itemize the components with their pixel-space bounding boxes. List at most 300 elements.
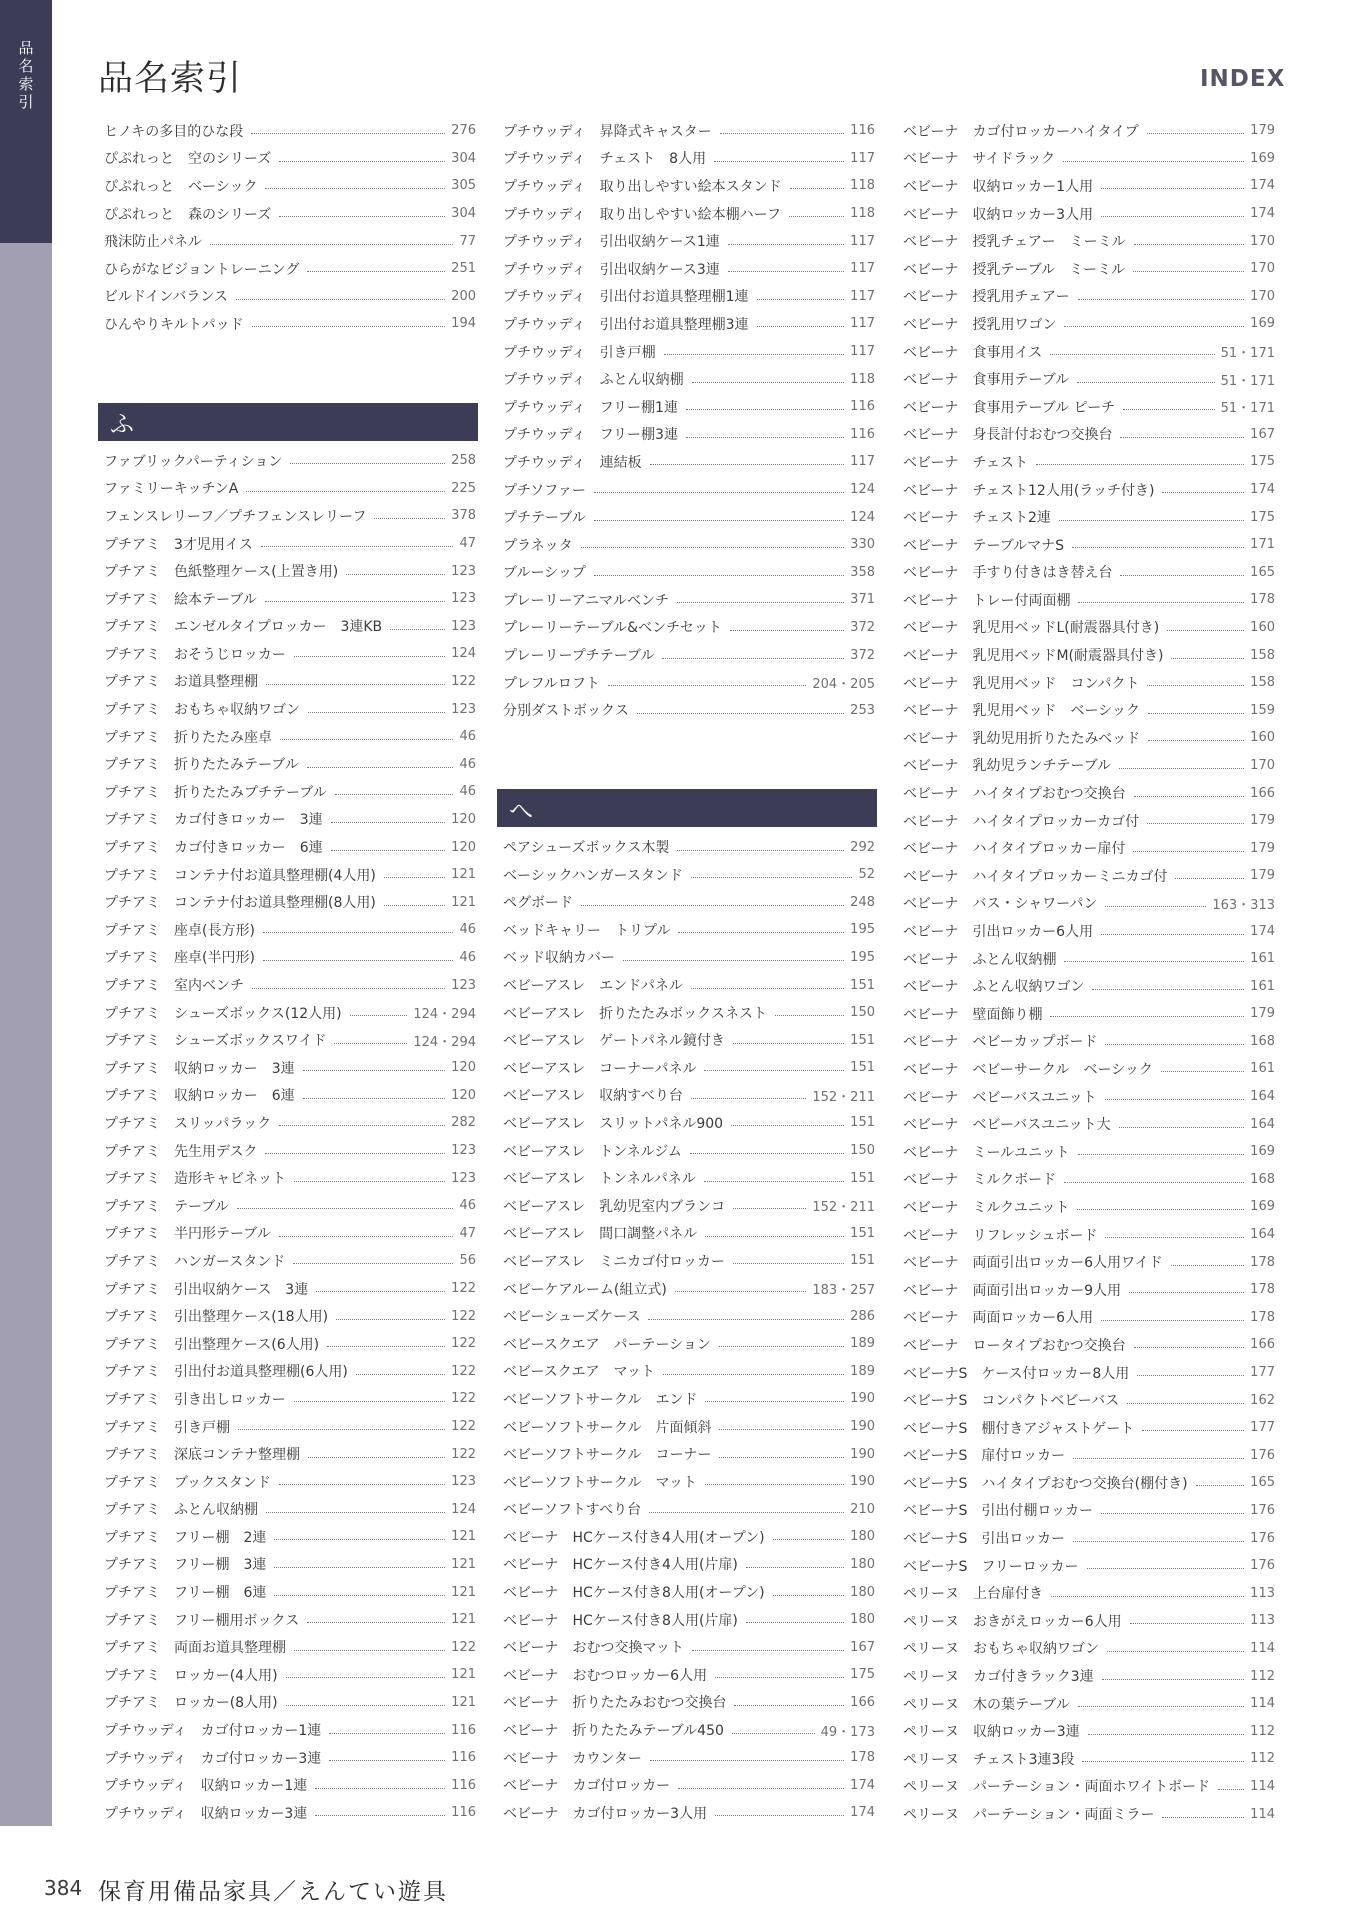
entry-page-number: 158 [1250,647,1275,663]
entry-name: プチウッディ 収納ロッカー3連 [104,1805,308,1822]
index-entry [497,448,877,476]
entry-page-number: 180 [850,1529,875,1545]
dot-leader [1087,1568,1245,1569]
index-entry [98,1633,478,1661]
dot-leader [263,932,454,933]
entry-page-number: 117 [850,150,875,166]
entry-page-number: 77 [459,233,476,249]
entry-name: ベビーナ HCケース付き4人用(オープン) [503,1529,765,1546]
dot-leader [1134,244,1245,245]
entry-page-number: 165 [1250,1475,1275,1491]
dot-leader [266,684,445,685]
dot-leader [678,1788,844,1789]
dot-leader [1077,1209,1244,1210]
index-entry [897,1414,1277,1442]
index-entry [497,1413,877,1441]
entry-name: プチアミ フリー棚 6連 [104,1585,267,1602]
entry-page-number: 122 [451,673,476,689]
index-entry [497,916,877,944]
entry-name: ベビーソフトすべり台 [503,1502,642,1519]
entry-page-number: 151 [850,1060,875,1076]
index-entry [897,1579,1277,1607]
dot-leader [1078,1154,1245,1155]
dot-leader [728,271,844,272]
index-entry [497,476,877,504]
index-entry [897,1138,1277,1166]
index-entry [98,1358,478,1386]
dot-leader [1147,133,1244,134]
index-entry [897,1524,1277,1552]
dot-leader [1129,1292,1244,1293]
index-entry [497,1496,877,1524]
entry-page-number: 163・313 [1212,897,1275,913]
entry-page-number: 180 [850,1584,875,1600]
entry-page-number: 120 [451,1087,476,1103]
dot-leader [1072,547,1244,548]
entry-name: ベビーナ チェスト12人用(ラッチ付き) [903,482,1155,499]
entry-page-number: 174 [1250,482,1275,498]
entry-page-number: 179 [1250,868,1275,884]
entry-page-number: 151 [850,1170,875,1186]
kana-section-header: へ [497,789,877,827]
entry-name: プレーリーアニマルベンチ [503,592,670,609]
entry-name: プチアミ カゴ付きロッカー 3連 [104,812,323,829]
dot-leader [1130,1623,1245,1624]
entry-page-number: 174 [1250,206,1275,222]
dot-leader [1102,1679,1245,1680]
entry-page-number: 372 [850,619,875,635]
dot-leader [1148,713,1244,714]
entry-page-number: 121 [451,867,476,883]
entry-page-number: 46 [459,1198,476,1214]
entry-name: ベビーナ バス・シャワーパン [903,896,1098,913]
dot-leader [1059,520,1244,521]
dot-leader [346,574,445,575]
entry-name: ベビーナ 授乳テーブル ミーミル [903,261,1126,278]
dot-leader [261,546,454,547]
dot-leader [637,713,844,714]
index-entry [497,227,877,255]
index-entry [98,833,478,861]
dot-leader [1064,961,1244,962]
entry-name: ベビーナ 引出ロッカー6人用 [903,924,1094,941]
index-entry [897,614,1277,642]
dot-leader [715,1677,844,1678]
dot-leader [265,601,445,602]
dot-leader [286,1677,446,1678]
index-entry [98,1109,478,1137]
entry-page-number: 124 [451,646,476,662]
entry-name: ベビーナ 身長計付おむつ交換台 [903,427,1113,444]
index-entry [98,1578,478,1606]
entry-name: 分別ダストボックス [503,703,629,720]
entry-name: ベビーナ ミルクボード [903,1172,1057,1189]
index-entry [897,1166,1277,1194]
index-entry [497,1799,877,1827]
entry-name: プチアミ ロッカー(8人用) [104,1695,278,1712]
entry-page-number: 276 [451,123,476,139]
entry-name: ベビーソフトサークル マット [503,1474,697,1491]
entry-name: ペリーヌ おきがえロッカー6人用 [903,1613,1122,1630]
entry-page-number: 371 [850,592,875,608]
entry-page-number: 160 [1250,730,1275,746]
index-column-3 [897,117,1277,1828]
index-entry [897,1304,1277,1332]
dot-leader [1101,216,1244,217]
entry-name: ベビーアスレ 間口調整パネル [503,1226,698,1243]
index-entry [497,1220,877,1248]
entry-name: プチウッディ 引出収納ケース1連 [503,234,720,251]
entry-page-number: 124・294 [413,1034,476,1050]
entry-page-number: 174 [850,1777,875,1793]
entry-name: プチアミ 座卓(半円形) [104,950,255,967]
entry-name: プチウッディ カゴ付ロッカー1連 [104,1723,322,1740]
dot-leader [1196,1485,1245,1486]
index-entry [897,1773,1277,1801]
dot-leader [663,1374,844,1375]
entry-name: プレーリーテーブル&ベンチセット [503,620,722,637]
index-entry [497,393,877,421]
entry-page-number: 46 [459,922,476,938]
dot-leader [1123,409,1215,410]
index-entry [98,999,478,1027]
dot-leader [307,1622,445,1623]
entry-page-number: 167 [850,1639,875,1655]
index-entry [897,393,1277,421]
entry-name: ベビーアスレ トンネルジム [503,1143,682,1160]
index-entry [98,668,478,696]
entry-page-number: 176 [1250,1558,1275,1574]
entry-name: ベビーナ トレー付両面棚 [903,592,1071,609]
entry-name: ベビーナ ロータイプおむつ交換台 [903,1337,1126,1354]
entry-page-number: 112 [1250,1668,1275,1684]
index-entry [897,1276,1277,1304]
entry-page-number: 122 [451,1446,476,1462]
entry-page-number: 169 [1250,1199,1275,1215]
entry-name: ベビースクエア マット [503,1364,655,1381]
index-entry [497,1358,877,1386]
entry-name: プチアミ 半円形テーブル [104,1226,271,1243]
index-entry [497,1716,877,1744]
index-entry [98,640,478,668]
entry-page-number: 304 [451,206,476,222]
dot-leader [307,767,454,768]
entry-name: ベビーナ 収納ロッカー1人用 [903,178,1094,195]
entry-name: プチアミ フリー棚 3連 [104,1557,267,1574]
entry-page-number: 170 [1250,757,1275,773]
index-entry [897,310,1277,338]
dot-leader [384,877,445,878]
entry-name: プチアミ フリー棚 2連 [104,1529,267,1546]
index-entry [897,669,1277,697]
entry-name: プチアミ ロッカー(4人用) [104,1667,278,1684]
index-entry [497,1082,877,1110]
entry-page-number: 122 [451,1639,476,1655]
index-entry [497,1137,877,1165]
index-entry [897,779,1277,807]
entry-page-number: 151 [850,1225,875,1241]
entry-page-number: 122 [451,1391,476,1407]
entry-page-number: 164 [1250,1089,1275,1105]
entry-page-number: 180 [850,1556,875,1572]
entry-page-number: 190 [850,1419,875,1435]
entry-name: 飛沫防止パネル [104,234,202,251]
dot-leader [1063,161,1244,162]
entry-page-number: 123 [451,1170,476,1186]
entry-name: ベビーソフトサークル 片面傾斜 [503,1419,712,1436]
index-entry [98,475,478,503]
dot-leader [374,518,445,519]
index-entry [897,1745,1277,1773]
dot-leader [733,1043,844,1044]
entry-page-number: 190 [850,1391,875,1407]
entry-page-number: 116 [850,426,875,442]
dot-leader [715,1815,844,1816]
entry-name: プチアミ 引き戸棚 [104,1419,230,1436]
index-entry [497,172,877,200]
index-entry [497,641,877,669]
page-title: 品名索引 [98,59,243,99]
index-entry [897,117,1277,145]
entry-name: ベビーナ ハイタイプおむつ交換台 [903,786,1126,803]
entry-name: プチウッディ チェスト 8人用 [503,151,707,168]
entry-page-number: 168 [1250,1033,1275,1049]
index-entry [897,641,1277,669]
index-entry [897,1717,1277,1745]
entry-page-number: 170 [1250,261,1275,277]
dot-leader [733,1263,844,1264]
entry-page-number: 176 [1250,1530,1275,1546]
index-entry [897,890,1277,918]
index-entry [897,283,1277,311]
entry-page-number: 124 [451,1501,476,1517]
dot-leader [294,1650,445,1651]
entry-name: ベビーナ カゴ付ロッカー3人用 [503,1805,708,1822]
index-entry [497,1026,877,1054]
entry-name: プチウッディ フリー棚1連 [503,399,678,416]
dot-leader [746,1622,844,1623]
entry-page-number: 178 [1250,1309,1275,1325]
entry-page-number: 204・205 [812,677,875,693]
entry-page-number: 116 [451,1750,476,1766]
dot-leader [623,960,844,961]
dot-leader [1077,382,1214,383]
entry-page-number: 116 [850,399,875,415]
dot-leader [303,1070,446,1071]
index-entry [98,172,478,200]
dot-leader [790,188,845,189]
dot-leader [263,960,454,961]
entry-name: ベビーナ カゴ付ロッカー [503,1778,671,1795]
dot-leader [1171,658,1244,659]
entry-name: プチアミ 深底コンテナ整理棚 [104,1447,300,1464]
entry-page-number: 161 [1250,1061,1275,1077]
index-entry [497,1385,877,1413]
entry-name: プレフルロフト [503,675,600,692]
entry-page-number: 124・294 [413,1007,476,1023]
entry-page-number: 113 [1250,1585,1275,1601]
dot-leader [316,1291,445,1292]
dot-leader [1120,437,1244,438]
entry-name: プチアミ 折りたたみ座卓 [104,729,272,746]
entry-page-number: 123 [451,618,476,634]
entry-name: プチアミ 引出整理ケース(6人用) [104,1336,320,1353]
entry-page-number: 195 [850,949,875,965]
entry-name: ベビーナS フリーロッカー [903,1558,1079,1575]
dot-leader [581,547,845,548]
index-entry [497,1164,877,1192]
entry-name: プチアミ 両面お道具整理棚 [104,1640,286,1657]
index-entry [98,1716,478,1744]
dot-leader [335,794,454,795]
dot-leader [315,1788,445,1789]
entry-name: プチウッディ 引出付お道具整理棚1連 [503,289,749,306]
index-entry [497,1661,877,1689]
entry-name: ベッド収納カバー [503,950,615,967]
entry-page-number: 114 [1250,1806,1275,1822]
index-entry [897,1055,1277,1083]
entry-name: プチアミ カゴ付きロッカー 6連 [104,840,323,857]
entry-name: プチテーブル [503,510,586,527]
entry-name: ペリーヌ 上台扉付き [903,1586,1043,1603]
entry-name: ベビーナ HCケース付き8人用(片扉) [503,1612,738,1629]
index-entry [897,503,1277,531]
entry-page-number: 169 [1250,316,1275,332]
entry-name: プチアミ スリッパラック [104,1115,272,1132]
entry-name: ぴぷれっと 空のシリーズ [104,151,272,168]
index-entry [497,1192,877,1220]
dot-leader [649,1512,844,1513]
entry-name: ベビーナ 乳児用ベッド コンパクト [903,675,1140,692]
entry-page-number: 166 [1250,785,1275,801]
index-entry [98,861,478,889]
entry-name: プチアミ 先生用デスク [104,1143,258,1160]
entry-name: プチアミ 引出整理ケース(18人用) [104,1309,329,1326]
index-entry [98,502,478,530]
entry-name: ベビーナ ベビーサークル ベーシック [903,1061,1153,1078]
entry-page-number: 210 [850,1501,875,1517]
entry-name: ベビーアスレ ゲートパネル鏡付き [503,1033,725,1050]
dot-leader [329,1760,445,1761]
dot-leader [677,602,844,603]
entry-page-number: 123 [451,1143,476,1159]
index-entry [897,1359,1277,1387]
dot-leader [1119,768,1244,769]
entry-name: ベビーナ ハイタイプロッカーカゴ付 [903,813,1140,830]
footer-page-number: 384 [44,1876,83,1900]
dot-leader [1162,1817,1244,1818]
dot-leader [1078,602,1244,603]
entry-page-number: 162 [1250,1392,1275,1408]
dot-leader [252,988,445,989]
entry-page-number: 46 [459,784,476,800]
entry-page-number: 178 [1250,1282,1275,1298]
dot-leader [265,1153,445,1154]
entry-page-number: 358 [850,564,875,580]
dot-leader [1133,851,1244,852]
index-entry [98,1137,478,1165]
index-entry [98,530,478,558]
entry-page-number: 158 [1250,675,1275,691]
dot-leader [280,739,453,740]
index-entry [897,559,1277,587]
dot-leader [650,464,845,465]
entry-page-number: 122 [451,1419,476,1435]
entry-page-number: 123 [451,1474,476,1490]
dot-leader [714,161,844,162]
entry-page-number: 120 [451,839,476,855]
dot-leader [1134,1347,1244,1348]
dot-leader [705,1401,844,1402]
entry-name: ベビーナ 乳児用ベッドL(耐震器具付き) [903,620,1160,637]
entry-name: ベッドキャリー トリプル [503,922,671,939]
entry-page-number: 116 [451,1805,476,1821]
side-tab [0,0,52,243]
entry-page-number: 282 [451,1115,476,1131]
dot-leader [773,1595,845,1596]
entry-name: ベビーナ 両面引出ロッカー6人用ワイド [903,1255,1163,1272]
entry-page-number: 175 [1250,509,1275,525]
dot-leader [293,1263,453,1264]
entry-page-number: 151 [850,1253,875,1269]
dot-leader [1064,326,1244,327]
dot-leader [279,1236,454,1237]
index-entry [98,750,478,778]
entry-name: ベビーナ 両面ロッカー6人用 [903,1310,1094,1327]
entry-name: プチアミ 収納ロッカー 3連 [104,1060,295,1077]
index-entry [98,1054,478,1082]
index-entry [897,1248,1277,1276]
dot-leader [336,1319,445,1320]
index-entry [497,999,877,1027]
index-entry [98,557,478,585]
entry-name: ベビーナ ベビーバスユニット大 [903,1117,1111,1134]
index-entry [98,971,478,999]
index-entry [497,145,877,173]
dot-leader [329,1733,445,1734]
index-entry [98,200,478,228]
index-entry [98,1413,478,1441]
entry-name: ベビーナ ミルクユニット [903,1199,1070,1216]
entry-name: プチアミ 座卓(長方形) [104,922,255,939]
entry-name: ベビーナ HCケース付き8人用(オープン) [503,1585,765,1602]
index-entry [497,1689,877,1717]
dot-leader [720,133,845,134]
dot-leader [1088,1734,1245,1735]
index-entry [98,585,478,613]
entry-name: ベビーナS 棚付きアジャストゲート [903,1420,1135,1437]
entry-page-number: 258 [451,453,476,469]
index-entry [897,145,1277,173]
entry-name: ベビーナS 引出付棚ロッカー [903,1503,1094,1520]
dot-leader [1078,299,1245,300]
dot-leader [1105,1099,1245,1100]
dot-leader [265,188,445,189]
entry-page-number: 378 [451,508,476,524]
entry-page-number: 124 [850,509,875,525]
entry-name: プチアミ エンゼルタイプロッカー 3連KB [104,619,383,636]
entry-page-number: 122 [451,1363,476,1379]
index-entry [897,1442,1277,1470]
entry-name: プチアミ お道具整理棚 [104,674,258,691]
entry-name: ベビーナ 授乳用ワゴン [903,316,1057,333]
entry-page-number: 178 [1250,1254,1275,1270]
entry-page-number: 169 [1250,1144,1275,1160]
index-entry [98,1799,478,1827]
entry-page-number: 225 [451,480,476,496]
index-entry [497,861,877,889]
entry-page-number: 179 [1250,1006,1275,1022]
